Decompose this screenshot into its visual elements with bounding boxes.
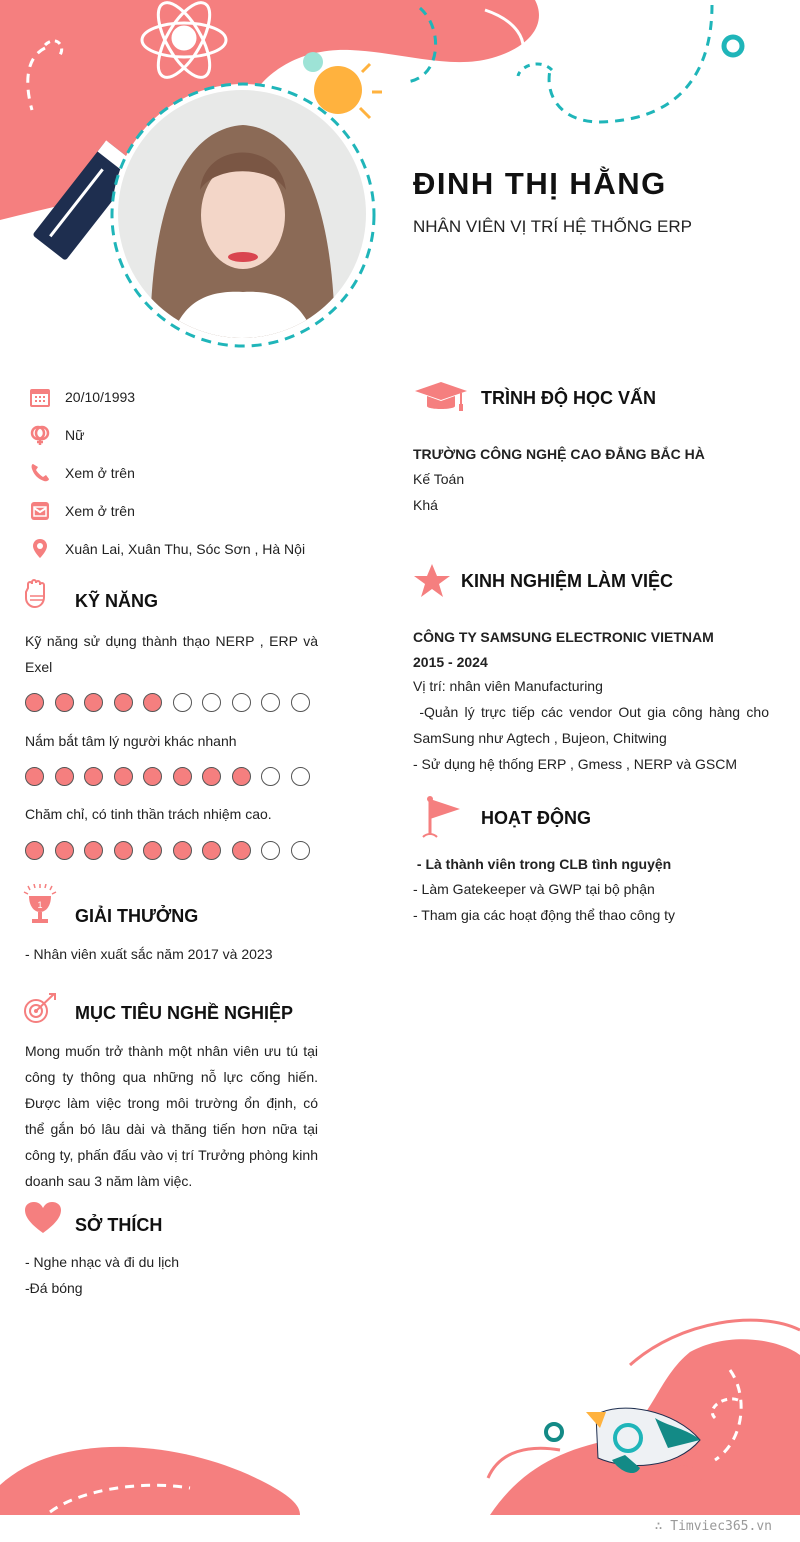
experience-company: CÔNG TY SAMSUNG ELECTRONIC VIETNAM [413, 629, 714, 645]
rating-dot-empty [291, 841, 310, 860]
education-title: TRÌNH ĐỘ HỌC VẤN [481, 388, 656, 408]
rating-dot-filled [55, 693, 74, 712]
gender-text: Nữ [65, 427, 85, 443]
skill-1-text: Kỹ năng sử dụng thành thạo NERP , ERP và Exel [25, 633, 318, 675]
rating-dot-filled [114, 841, 133, 860]
rating-dot-filled [202, 841, 221, 860]
skills-title: KỸ NĂNG [75, 591, 159, 611]
contact-gender [28, 423, 358, 447]
address-text: Xuân Lai, Xuân Thu, Sóc Sơn , Hà Nội [65, 541, 306, 557]
rating-dot-empty [291, 767, 310, 786]
watermark: ∴ Timviec365.vn [654, 1519, 772, 1534]
skill-1-rating [25, 693, 325, 715]
phone-icon [28, 461, 52, 485]
rating-dot-filled [55, 841, 74, 860]
rating-dot-filled [114, 767, 133, 786]
hand-icon [22, 578, 50, 612]
hobby-1: - Nghe nhạc và đi du lịch [25, 1254, 180, 1270]
education-school: TRƯỜNG CÔNG NGHỆ CAO ĐẲNG BẮC HÀ [413, 446, 705, 462]
activity-2: - Làm Gatekeeper và GWP tại bộ phận [413, 881, 655, 897]
education-major: Kế Toán [413, 471, 465, 487]
rating-dot-filled [173, 841, 192, 860]
hobbies-title: SỞ THÍCH [75, 1215, 163, 1235]
rating-dot-filled [25, 693, 44, 712]
rating-dot-filled [114, 693, 133, 712]
objective-text: Mong muốn trở thành một nhân viên ưu tú tại công ty thông qua những nỗ lực cống hiến. Được làm việc trong môi trường ổn định, có thể gắn bó lâu dài và thăng tiến hơn nữa tại công ty, phấn đấu vào vị trí Trưởng phòng kinh doanh sau 3 năm làm việc. [25, 1043, 318, 1189]
heart-icon [24, 1201, 62, 1235]
awards-line: - Nhân viên xuất sắc năm 2017 và 2023 [25, 946, 273, 962]
objective-title: MỤC TIÊU NGHỀ NGHIỆP [75, 1003, 294, 1023]
trophy-icon [22, 884, 58, 928]
rating-dot-filled [143, 841, 162, 860]
skill-2-text: Nắm bắt tâm lý người khác nhanh [25, 733, 237, 749]
rating-dot-filled [173, 767, 192, 786]
email-icon [28, 499, 52, 523]
calendar-icon [28, 385, 52, 409]
rating-dot-empty [261, 693, 280, 712]
rating-dot-filled [25, 841, 44, 860]
phone-text: Xem ở trên [65, 465, 135, 481]
hobby-2: -Đá bóng [25, 1280, 83, 1296]
graduation-cap-icon [413, 380, 469, 414]
experience-title: KINH NGHIỆM LÀM VIỆC [461, 571, 674, 591]
contact-address [28, 537, 358, 561]
rating-dot-filled [25, 767, 44, 786]
contact-email [28, 499, 358, 523]
candidate-name: ĐINH THỊ HẰNG [413, 166, 667, 201]
experience-position: Vị trí: nhân viên Manufacturing [413, 678, 603, 694]
flag-icon [420, 795, 464, 841]
education-grade: Khá [413, 497, 438, 513]
awards-title: GIẢI THƯỞNG [75, 906, 199, 926]
experience-duty-1: -Quản lý trực tiếp các vendor Out gia công hàng cho SamSung như Agtech , Bujeon, Chitwing [413, 704, 773, 746]
activity-3: - Tham gia các hoạt động thể thao công ty [413, 907, 676, 923]
rating-dot-filled [84, 841, 103, 860]
gender-icon [28, 423, 52, 447]
rating-dot-filled [232, 841, 251, 860]
contact-birthdate [28, 385, 358, 409]
rating-dot-empty [232, 693, 251, 712]
rating-dot-filled [84, 693, 103, 712]
activity-1: - Là thành viên trong CLB tình nguyện [413, 856, 672, 872]
rating-dot-empty [261, 767, 280, 786]
location-icon [28, 537, 52, 561]
contact-phone [28, 461, 358, 485]
rating-dot-filled [143, 693, 162, 712]
rating-dot-empty [202, 693, 221, 712]
star-icon [413, 563, 451, 599]
rating-dot-filled [202, 767, 221, 786]
skill-3-text: Chăm chỉ, có tinh thần trách nhiệm cao. [25, 806, 272, 822]
rating-dot-empty [261, 841, 280, 860]
job-title: NHÂN VIÊN VỊ TRÍ HỆ THỐNG ERP [413, 217, 692, 236]
rating-dot-filled [232, 767, 251, 786]
experience-period: 2015 - 2024 [413, 654, 488, 670]
rating-dot-filled [55, 767, 74, 786]
bottom-left-blob [0, 1447, 300, 1515]
experience-duty-2: - Sử dụng hệ thống ERP , Gmess , NERP và GSCM [413, 756, 737, 772]
rating-dot-empty [291, 693, 310, 712]
rating-dot-filled [143, 767, 162, 786]
activities-title: HOẠT ĐỘNG [481, 808, 591, 828]
skill-3-rating [25, 841, 325, 863]
svg-text:1: 1 [37, 900, 43, 910]
skill-2-rating [25, 767, 325, 789]
birthdate-text: 20/10/1993 [65, 389, 136, 405]
target-icon [22, 991, 58, 1025]
rating-dot-empty [173, 693, 192, 712]
rating-dot-filled [84, 767, 103, 786]
email-text: Xem ở trên [65, 503, 135, 519]
